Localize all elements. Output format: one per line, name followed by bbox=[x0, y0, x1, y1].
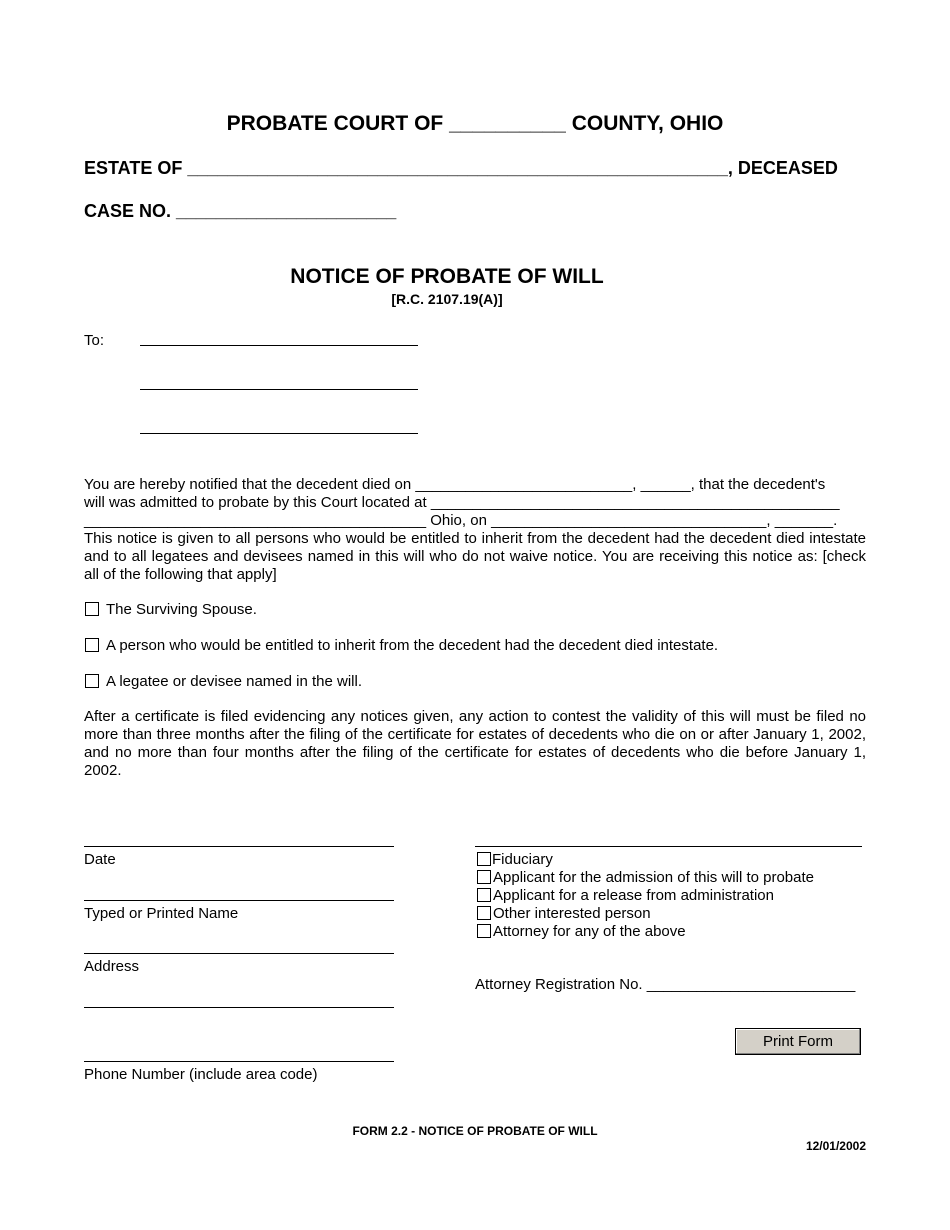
to-field-3[interactable] bbox=[140, 433, 418, 434]
print-form-button[interactable]: Print Form bbox=[735, 1028, 861, 1055]
to-label: To: bbox=[84, 332, 105, 349]
address-label: Address bbox=[84, 958, 140, 975]
legatee-checkbox[interactable] bbox=[85, 674, 99, 688]
to-field-1[interactable] bbox=[140, 345, 418, 346]
phone-field[interactable] bbox=[84, 1061, 394, 1062]
to-field-2[interactable] bbox=[140, 389, 418, 390]
intestate-heir-checkbox[interactable] bbox=[85, 638, 99, 652]
form-footer-date: 12/01/2002 bbox=[805, 1139, 866, 1153]
signature-field[interactable] bbox=[475, 846, 862, 847]
address-field-1[interactable] bbox=[84, 953, 394, 954]
court-title: PROBATE COURT OF __________ COUNTY, OHIO bbox=[226, 112, 724, 135]
applicant-admission-checkbox[interactable] bbox=[477, 870, 491, 884]
surviving-spouse-label: The Surviving Spouse. bbox=[106, 601, 257, 618]
phone-label: Phone Number (include area code) bbox=[84, 1066, 318, 1083]
attorney-label: Attorney for any of the above bbox=[493, 923, 686, 940]
other-interested-checkbox[interactable] bbox=[477, 906, 491, 920]
date-field[interactable] bbox=[84, 846, 394, 847]
contest-paragraph: After a certificate is filed evidencing any notices given, any action to contest the validity of this will must be filed no more than three months after the filing of the certificate for estates of decedents who die on or after January 1, 2002, and no more than four months after the filing of the certificate for estates of decedents who die before January 1, 2002. bbox=[84, 708, 866, 779]
address-field-2[interactable] bbox=[84, 1007, 394, 1008]
notice-line-1: You are hereby notified that the decedent died on __________________________, ______, that the decedent's bbox=[84, 476, 826, 493]
date-label: Date bbox=[84, 851, 116, 868]
printed-name-field[interactable] bbox=[84, 900, 394, 901]
form-title: NOTICE OF PROBATE OF WILL bbox=[290, 265, 604, 288]
legatee-label: A legatee or devisee named in the will. bbox=[106, 673, 362, 690]
fiduciary-label: Fiduciary bbox=[492, 851, 553, 868]
applicant-release-checkbox[interactable] bbox=[477, 888, 491, 902]
intestate-heir-label: A person who would be entitled to inherit from the decedent had the decedent died intestate. bbox=[106, 637, 719, 654]
estate-line: ESTATE OF ______________________________________________________, DECEASED bbox=[84, 158, 838, 178]
attorney-registration: Attorney Registration No. _________________________ bbox=[475, 976, 856, 993]
surviving-spouse-checkbox[interactable] bbox=[85, 602, 99, 616]
fiduciary-checkbox[interactable] bbox=[477, 852, 491, 866]
applicant-admission-label: Applicant for the admission of this will to probate bbox=[493, 869, 814, 886]
case-number: CASE NO. ______________________ bbox=[84, 201, 397, 221]
applicant-release-label: Applicant for a release from administration bbox=[493, 887, 774, 904]
notice-paragraph: This notice is given to all persons who would be entitled to inherit from the decedent had the decedent died intestate and to all legatees and devisees named in this will who do not waive notice. You are receiving this notice as: [check all of the following that apply] bbox=[84, 530, 866, 583]
printed-name-label: Typed or Printed Name bbox=[84, 905, 239, 922]
other-interested-label: Other interested person bbox=[493, 905, 651, 922]
attorney-checkbox[interactable] bbox=[477, 924, 491, 938]
notice-line-3: _________________________________________ Ohio, on _________________________________, _______. bbox=[84, 512, 838, 529]
statute-reference: [R.C. 2107.19(A)] bbox=[391, 291, 503, 307]
form-footer-name: FORM 2.2 - NOTICE OF PROBATE OF WILL bbox=[352, 1124, 598, 1138]
notice-line-2: will was admitted to probate by this Court located at _________________________________________________ bbox=[84, 494, 840, 511]
